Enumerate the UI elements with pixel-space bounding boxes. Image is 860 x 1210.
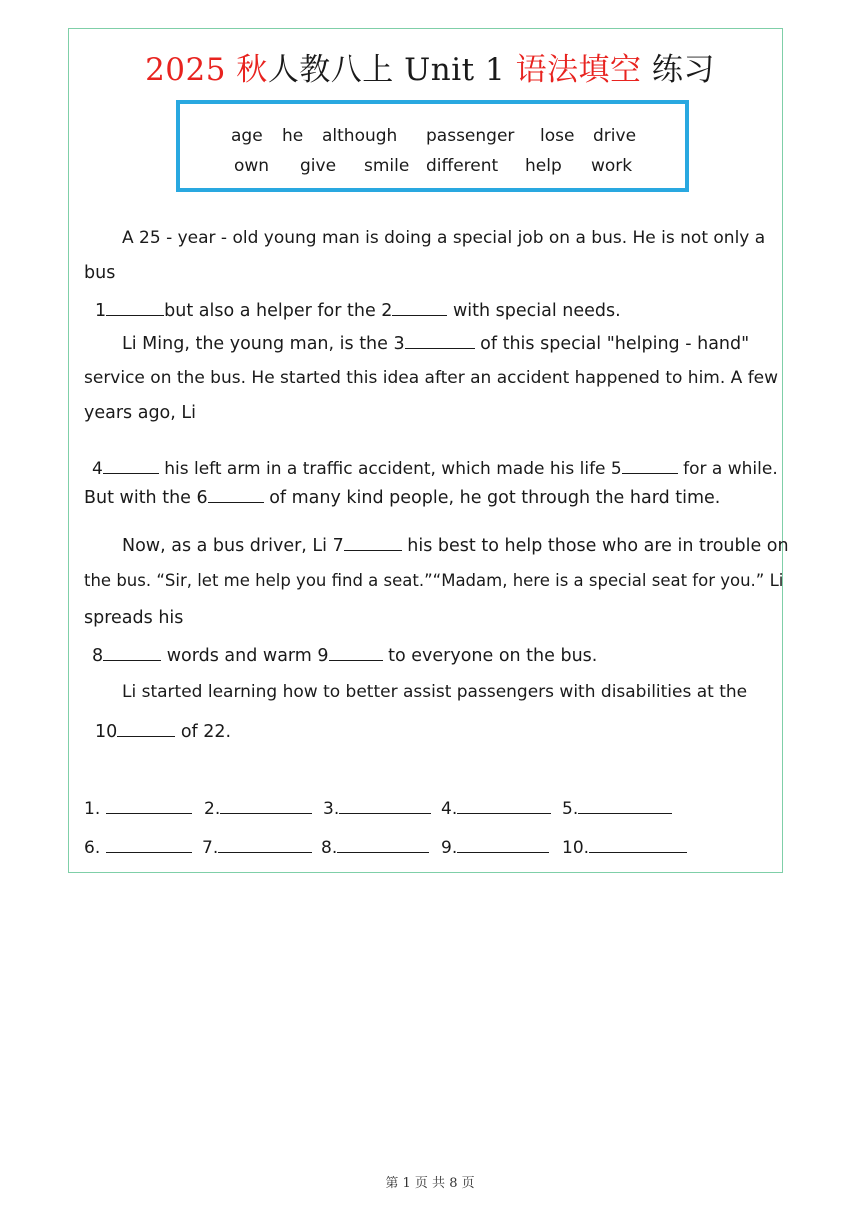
answer-line[interactable]	[457, 836, 549, 853]
answer-label: 7.	[202, 838, 219, 858]
answer-label: 8.	[321, 838, 338, 858]
answer-label: 1.	[84, 799, 101, 819]
answer-blank-7[interactable]	[344, 534, 402, 551]
answer-label: 2.	[204, 799, 221, 819]
passage-line: spreads his	[84, 608, 184, 628]
passage-text: but also a helper for the 2	[164, 301, 393, 321]
answer-label: 9.	[441, 838, 458, 858]
passage-text: his best to help those who are in trouble on	[401, 536, 789, 556]
answer-item	[562, 836, 687, 858]
passage-line	[95, 720, 231, 742]
word-bank-item: although	[322, 126, 398, 146]
title-suffix: 练习	[641, 52, 715, 88]
answer-item	[204, 797, 312, 819]
passage-line: years ago, Li	[84, 403, 196, 423]
answer-blank-4[interactable]	[103, 457, 159, 474]
word-bank-item: give	[300, 156, 337, 176]
passage-line	[92, 457, 778, 479]
word-bank-item: work	[591, 156, 633, 176]
title-year: 2025 秋	[145, 52, 268, 88]
answer-item	[84, 797, 192, 819]
passage-line: the bus. “Sir, let me help you find a seat.”“Madam, here is a special seat for you.” Li	[84, 571, 784, 590]
answer-blank-3[interactable]	[405, 332, 475, 349]
word-bank-item: lose	[540, 126, 575, 146]
answer-blank-2[interactable]	[392, 299, 447, 316]
word-bank-item: he	[282, 126, 304, 146]
passage-text: to everyone on the bus.	[382, 646, 598, 666]
word-bank-item: own	[234, 156, 270, 176]
page-title	[0, 44, 860, 89]
answer-item	[323, 797, 431, 819]
answer-blank-10[interactable]	[117, 720, 175, 737]
answer-label: 3.	[323, 799, 340, 819]
answer-item	[441, 836, 549, 858]
answer-label: 10.	[562, 838, 590, 858]
title-course: 人教八上 Unit 1	[267, 52, 516, 88]
answer-line[interactable]	[339, 797, 431, 814]
passage-line: bus	[84, 263, 116, 283]
answer-line[interactable]	[220, 797, 312, 814]
passage-line	[84, 486, 720, 508]
answer-item	[441, 797, 551, 819]
word-bank-item: different	[426, 156, 499, 176]
passage-line: service on the bus. He started this idea after an accident happened to him. A few	[84, 368, 779, 388]
answer-line[interactable]	[589, 836, 687, 853]
passage-line	[122, 534, 789, 556]
answer-label: 6.	[84, 838, 101, 858]
blank-number: 4	[92, 459, 103, 479]
word-bank-item: passenger	[426, 126, 515, 146]
answer-line[interactable]	[457, 797, 551, 814]
answer-label: 4.	[441, 799, 458, 819]
passage-text: with special needs.	[447, 301, 621, 321]
passage-text: for a while.	[677, 459, 778, 479]
blank-number: 8	[92, 646, 104, 666]
answer-blank-1[interactable]	[106, 299, 164, 316]
word-bank-item: smile	[364, 156, 410, 176]
answer-blank-5[interactable]	[622, 457, 678, 474]
answer-blank-6[interactable]	[208, 486, 264, 503]
passage-line	[92, 644, 597, 666]
answer-item	[202, 836, 312, 858]
blank-number: 10	[95, 722, 118, 742]
answer-item	[562, 797, 672, 819]
answer-line[interactable]	[218, 836, 312, 853]
passage-text: of many kind people, he got through the hard time.	[263, 488, 721, 508]
title-topic: 语法填空	[515, 52, 642, 88]
passage-line: Li started learning how to better assist passengers with disabilities at the	[122, 682, 748, 702]
page-footer: 第 1 页 共 8 页	[385, 1176, 475, 1191]
passage-text: of this special "helping - hand"	[474, 334, 750, 354]
answer-line[interactable]	[106, 797, 192, 814]
answer-line[interactable]	[106, 836, 192, 853]
word-bank-item: drive	[593, 126, 637, 146]
word-bank-item: help	[525, 156, 562, 176]
answer-line[interactable]	[337, 836, 429, 853]
blank-number: 1	[95, 301, 107, 321]
answer-item	[321, 836, 429, 858]
word-bank-item: age	[231, 126, 263, 146]
passage-line	[95, 299, 621, 321]
answer-blank-8[interactable]	[103, 644, 161, 661]
answer-label: 5.	[562, 799, 579, 819]
passage-text: Now, as a bus driver, Li 7	[122, 536, 344, 556]
answer-blank-9[interactable]	[329, 644, 383, 661]
passage-text: words and warm 9	[161, 646, 329, 666]
passage-line	[122, 332, 749, 354]
passage-text: his left arm in a traffic accident, which made his life 5	[158, 459, 622, 479]
answer-line[interactable]	[578, 797, 672, 814]
passage-text: of 22.	[175, 722, 232, 742]
word-bank	[176, 100, 689, 192]
answer-item	[84, 836, 192, 858]
passage-text: But with the 6	[84, 488, 208, 508]
passage-text: Li Ming, the young man, is the 3	[122, 334, 405, 354]
passage-line: A 25 - year - old young man is doing a special job on a bus. He is not only a	[122, 228, 766, 248]
